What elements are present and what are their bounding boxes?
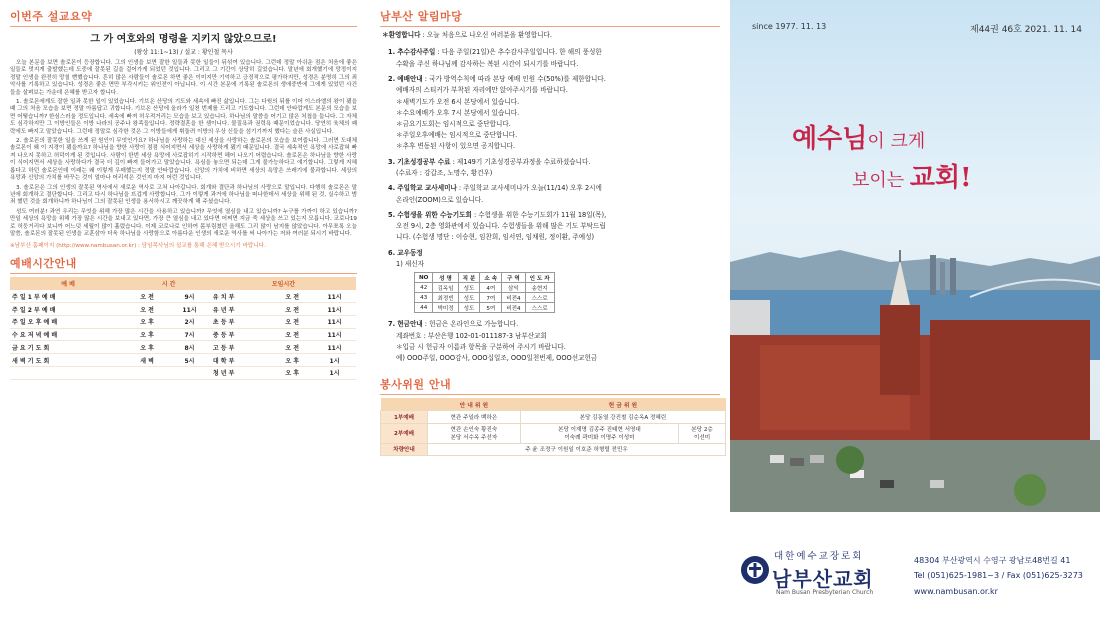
table-cell: 비전4 <box>502 293 525 303</box>
schedule-section-title: 예배시간안내 <box>10 257 77 271</box>
bell-tower <box>880 305 920 395</box>
table-cell: 오 전 <box>271 341 313 354</box>
news-item: 4. 주일학교 교사세미나 : 주일학교 교사세미나가 오늘(11/14) 오후 2시에 <box>388 184 602 193</box>
news-item-line: 수확을 주신 하나님께 감사하는 복된 시간이 되시기를 바랍니다. <box>396 59 579 68</box>
news-item-line: ＊새벽기도가 오전 6시 본당에서 있습니다. <box>396 97 520 106</box>
table-cell: 성도 <box>458 283 480 293</box>
table-row <box>381 443 726 455</box>
church-logo-icon <box>740 555 770 585</box>
news-item-line: 예) OOO주일, OOO감사, OOO십일조, OOO일천번제, OOO선교헌금 <box>396 354 598 363</box>
table-cell: 송현지 <box>525 283 554 293</box>
news-item: 3. 기초성경공부 수료 : 제149기 기초성경공부과정을 수료하셨습니다. <box>388 157 591 166</box>
table-cell: 7여 <box>480 293 502 303</box>
col-header: 헌 금 위 원 <box>520 398 725 411</box>
sermon-section-title: 이번주 설교요약 <box>10 10 93 23</box>
table-row <box>415 293 555 303</box>
table-cell: 유 치 부 <box>211 290 271 302</box>
table-cell: 11시 <box>313 315 356 328</box>
table-cell <box>168 367 211 380</box>
table-cell: 4여 <box>480 283 502 293</box>
table-cell: 스스로 <box>525 303 554 313</box>
news-item: 6. 교우동정 <box>388 248 423 257</box>
table-cell: 청 년 부 <box>211 367 271 380</box>
col-header: 구 역 <box>502 273 525 283</box>
table-cell: 5시 <box>168 354 211 367</box>
col-header <box>381 398 428 411</box>
news-item-line: ＊금요기도회는 임시적으로 중단합니다. <box>396 120 511 129</box>
table-cell: 2시 <box>168 315 211 328</box>
news-panel <box>372 0 726 631</box>
table-cell: 오 전 <box>271 328 313 341</box>
table-row <box>10 328 356 341</box>
table-row <box>381 411 726 423</box>
table-cell: 오 후 <box>271 354 313 367</box>
row-category: 1부예배 <box>381 411 428 423</box>
table-cell: 새 벽 <box>126 354 168 367</box>
news-section-title: 남부산 알림마당 <box>380 10 463 23</box>
table-cell: 삼익 <box>502 283 525 293</box>
news-item-line: ＊추후 변동된 사항이 있으면 공지합니다. <box>396 142 515 151</box>
table-cell: 본당 2층 이선미 <box>679 423 726 443</box>
news-item-line: 오전 9시, 2층 영화관에서 있습니다. 수험생들을 위해 많은 기도 부탁드립 <box>396 222 606 231</box>
news-item-line: ＊입금 시 헌금자 이름과 항목을 구분하여 주시기 바랍니다. <box>396 342 566 351</box>
table-cell: 주 일 오 후 예 배 <box>10 315 126 328</box>
slogan-line-1: 예수님이 크게 <box>792 124 926 154</box>
row-category: 2부예배 <box>381 423 428 443</box>
table-cell: 대 학 부 <box>211 354 271 367</box>
sermon-title: 그 가 여호와의 명령을 지키지 않았으므로! <box>90 34 277 45</box>
table-row <box>381 423 726 443</box>
table-cell: 금 요 기 도 회 <box>10 341 126 354</box>
table-cell: 오 후 <box>126 328 168 341</box>
church-illustration <box>730 0 1100 512</box>
table-cell: 42 <box>415 283 433 293</box>
table-cell: 스스로 <box>525 293 554 303</box>
sermon-paragraph: 2. 솔로몬의 잘못한 일을 쓰게 된 원인이 무엇인가요? 하나님을 사랑하는 대신 세상을 사랑하는 솔로몬의 모습을 보여줍니다. 그러면 도대체 솔로몬이 왜 이 지경이 됐을까요? 하나님을 향한 사랑이 점점 식어지면서 세상을 사랑하게 됐기 때문입니다. 결국 세속적인 욕망에 사로잡혀 빠져 나오지 못하고 허덕이게 된 것입니다. 사람이 한번 세상 욕망에 사로잡히기 시작하면 헤어 나오기 어렵습니다. 솔로몬은 하나님을 향한 사랑이 식어지면서 세상을 사랑하다가 결국 더 깊이 빠져 들어가고 말았습니다. 욕심을 놓으면 되는데 그게 불가능하다고 얘기합니다. 그렇게 지혜롭다고 하던 솔로몬인데 이래는 왜 이렇게 우매했는지 정말 안타깝습니다. 신앙의 가치에 비하면 세상의 욕망은 쓰레기에 불과합니다. 세상의 욕망과 신앙의 가치를 바꾸는 것이 얼마나 어리석은 것인지 마지 어런 것입니다. <box>10 138 357 182</box>
table-cell: 주 일 2 부 예 배 <box>10 303 126 316</box>
table-cell: 비전4 <box>502 303 525 313</box>
table-cell: 9시 <box>168 290 211 302</box>
table-cell: 오 전 <box>126 303 168 316</box>
church-name-english: Nam Busan Presbyterian Church <box>776 589 874 596</box>
sermon-paragraph: 성도 여러분! 과연 우리는 무엇을 위해 가장 많은 시간을 사용하고 있습니까? 무엇에 열심을 내고 있습니까? 누구를 가까이 하고 있습니까? 만일 세상의 욕망을 위해 가장 많은 시간을 보내고 있다면, 가장 큰 열심을 내고 있다면 어쩌면 지금 죽 세상을 쓰고 있는지 모릅니다. 코로나19로 허둥거리다 보니까 어느덧 세월이 많이 흘렀습니다. 이제 코로나로 인하여 몸부림쳤던 올해도 그리 많이 남지를 않았습니다. 아무쪼록 오늘 말씀, 솔로몬의 잘못된 인생을 교훈삼아 더욱 하나님을 사랑함으로 아름다운 인생의 새로운 역사를 써 나아가는 저와 여러분 되시기 바랍니다. <box>10 208 357 237</box>
table-cell: 11시 <box>313 303 356 316</box>
table-cell: 최정빈 <box>433 293 458 303</box>
col-header: 시 간 <box>126 277 211 290</box>
table-cell: 11시 <box>313 341 356 354</box>
phone-fax: Tel (051)625-1981~3 / Fax (051)625-3273 <box>914 571 1083 580</box>
table-cell: 수 요 저 녁 예 배 <box>10 328 126 341</box>
church-name: 남부산교회 <box>772 567 874 591</box>
table-cell: 7시 <box>168 328 211 341</box>
table-cell: 오 후 <box>271 367 313 380</box>
service-section-title: 봉사위원 안내 <box>380 378 452 392</box>
table-cell: 오 후 <box>126 341 168 354</box>
table-cell: 오 전 <box>126 290 168 302</box>
table-cell: 11시 <box>168 303 211 316</box>
table-row <box>10 290 356 302</box>
news-item: 2. 예배안내 : 국가 방역수칙에 따라 본당 예배 인원 수(50%)를 제한합니다. <box>388 75 606 84</box>
since-date: since 1977. 11. 13 <box>752 22 827 31</box>
table-cell: 오 전 <box>271 303 313 316</box>
news-item-line: 온라인(ZOOM)으로 있습니다. <box>396 195 484 204</box>
table-cell: 초 등 부 <box>211 315 271 328</box>
news-list <box>380 47 720 368</box>
table-cell: 44 <box>415 303 433 313</box>
denomination: 대한예수교장로회 <box>774 551 864 562</box>
table-cell: 43 <box>415 293 433 303</box>
col-header: 모임시간 <box>211 277 356 290</box>
worship-schedule-table <box>10 277 356 379</box>
divider <box>380 26 720 27</box>
row-category: 차량안내 <box>381 443 428 455</box>
table-cell: 성도 <box>458 293 480 303</box>
table-row <box>415 303 555 313</box>
table-cell: 본당 김동열 강진철 김순옥A 정혜린 <box>520 411 725 423</box>
news-item-line: ＊주일오후예배는 임시적으로 중단합니다. <box>396 131 518 140</box>
col-header: 직 분 <box>458 273 480 283</box>
news-item: 5. 수험생을 위한 수능기도회 : 수험생을 위한 수능기도회가 11월 18일(목), <box>388 210 607 219</box>
table-cell: 주 일 1 부 예 배 <box>10 290 126 302</box>
col-header: 성 명 <box>433 273 458 283</box>
news-item: 7. 현금안내 : 헌금은 온라인으로 가능합니다. <box>388 320 519 329</box>
table-cell: 오 전 <box>271 290 313 302</box>
table-cell: 박미정 <box>433 303 458 313</box>
sermon-paragraph: 1. 솔로몬에게도 잘한 일과 못한 일이 있었습니다. 기브온 산당의 기도와 세속에 빠진 삶입니다. 그는 다윗의 뒤를 이어 이스라엘의 왕이 됐을 때 그의 처음 모습을 보면 정말 아름답고 귀합니다. 기브온 산당에 올라가 일천 번제를 드리고 기도합니다. 그런데 안타깝게도 본문의 모습을 보면 어떻습니까? 한심스러울 정도입니다. 세속에 빠져 허우적거리는 모습을 보고 있습니다. 하나님의 말씀을 어기고 많은 처첩을 둡니다. 그 자체도 심각하지만 그 이방인들은 이방 나라의 공주나 왕족들입니다. 정략결혼을 한 셈이니다. 물질욕과 권력욕 때문이었습니다. 당연히 육체의 쾌락에도 빠지고 말았습니다. 그런데 정말로 심각한 것은 그 이방들에게 휘둘려 이방의 우상 신들을 섬기기까지 했다는 슬픈 사실입니다. <box>10 99 357 135</box>
news-item-line: 1) 새신자 <box>396 260 424 269</box>
cover-image <box>730 0 1100 512</box>
news-item-line: (수료자 : 강갑조, 노명수, 황건우) <box>396 169 493 178</box>
news-item-line: 예배자의 스티커가 부착된 자리에만 앉아주시기를 바랍니다. <box>396 86 568 95</box>
divider <box>10 273 357 274</box>
table-cell: 김옥임 <box>433 283 458 293</box>
service-table <box>380 398 726 456</box>
table-cell: 본당 이재명 김종주 진태현 서영대 이숙례 곽미화 이명주 이성미 <box>520 423 678 443</box>
table-row <box>10 354 356 367</box>
sermon-panel <box>0 0 365 631</box>
issue-number: 제44권 46호 2021. 11. 14 <box>970 25 1082 35</box>
table-cell: 11시 <box>313 290 356 302</box>
news-item: 1. 추수감사주일 : 다음 주일(21일)은 추수감사주일입니다. 한 해의 풍성한 <box>388 48 602 57</box>
col-header: 예 배 <box>10 277 126 290</box>
table-row <box>10 367 356 380</box>
table-cell: 오 후 <box>126 315 168 328</box>
news-item-line: ＊수요예배가 오후 7시 본당에서 있습니다. <box>396 108 520 117</box>
table-cell: 현관 손인숙 황진숙 본당 서수옥 주선자 <box>427 423 520 443</box>
divider <box>10 26 357 27</box>
table-cell: 유 년 부 <box>211 303 271 316</box>
table-cell: 1시 <box>313 367 356 380</box>
table-cell: 1시 <box>313 354 356 367</box>
col-header: 소 속 <box>480 273 502 283</box>
website-link[interactable]: www.nambusan.or.kr <box>914 587 998 596</box>
divider <box>380 394 720 395</box>
table-row <box>10 341 356 354</box>
table-cell: 현관 주일라 백하은 <box>427 411 520 423</box>
sermon-reference: (왕상 11:1~13) / 설교 : 황인철 목사 <box>134 49 233 56</box>
table-cell <box>10 367 126 380</box>
table-row <box>10 303 356 316</box>
table-cell: 새 벽 기 도 회 <box>10 354 126 367</box>
table-cell: 중 등 부 <box>211 328 271 341</box>
table-cell: 11시 <box>313 328 356 341</box>
cover-panel <box>730 0 1100 631</box>
table-cell: 주 윤 조정구 이원일 이호준 허형렬 전민우 <box>427 443 725 455</box>
welcome-line: ＊환영합니다 : 오늘 처음으로 나오신 여러분을 환영합니다. <box>382 31 552 39</box>
col-header: 인 도 자 <box>525 273 554 283</box>
sermon-paragraph: 3. 솔로몬은 그의 인생의 잘못된 역사에서 새로운 역사로 고쳐 나아갑니다. 회개와 결단과 하나님의 사랑으로 말입니다. 다행히 솔로몬은 말년에 회개하고 결단합니다. 그리고 다시 하나님을 뜨겁게 사랑합니다. 그가 이렇게 과거에 하나님을 떠나한데서 세상을 위해 된 것, 실수하고 범죄 했던 것을 회개하니까 하나님이 그의 잘못된 인생을 용서하시고 깨끗하게 해 주셨습니다. <box>10 184 357 206</box>
news-item-line: 계좌번호 : 부산은행 102-01-011187-3 남부산교회 <box>396 331 547 340</box>
address: 48304 부산광역시 수영구 광남로48번길 41 <box>914 556 1071 565</box>
col-header: NO <box>415 273 433 283</box>
table-cell: 고 등 부 <box>211 341 271 354</box>
table-row <box>10 315 356 328</box>
table-row <box>415 283 555 293</box>
homepage-note[interactable]: ※남부산 홈페이지 (http://www.nambusan.or.kr) : 담임목사님의 설교를 통해 은혜 받으시기 바랍니다. <box>10 243 266 250</box>
table-cell <box>126 367 168 380</box>
slogan-line-2: 보이는 교회! <box>852 163 972 193</box>
newcomer-table <box>414 272 555 313</box>
table-cell: 성도 <box>458 303 480 313</box>
table-cell: 8시 <box>168 341 211 354</box>
table-cell: 5여 <box>480 303 502 313</box>
news-item-line: 니다. (수험생 명단 : 이승현, 임찬희, 임서연, 임채원, 정이환, 주예성) <box>396 233 595 242</box>
sermon-paragraph: 오늘 본문을 보면 솔로몬이 등장합니다. 그의 인생을 보면 잘한 일들과 못한 일들이 뒤섞여 있습니다. 그런데 정말 아쉬운 점은 처음에 좋은 일들로 멋지게 출발했는데 도중에 잘못된 길을 걸어가게 되었던 것입니다. 그리고 그 기간이 상당히 길었습니다. 말년에 회개했기에 망정이지 정말 인생을 완전히 망칠 뻔했습니다. 흔히 많은 사람들이 솔로몬 하면 좋은 이미지만 기억하고 긍정적으로 평가하지만, 성경은 분명히 그의 죄악사를 기록하고 있습니다. 성경은 좋은 면만 부각시키는 위인전이 아닙니다. 이 시간 본문에 기록된 솔로몬의 생애중반에 그에게 있었던 사건들을 살펴보는 가운데 은혜를 받고자 합니다. <box>10 60 357 96</box>
col-header: 안 내 위 원 <box>427 398 520 411</box>
table-cell: 오 전 <box>271 315 313 328</box>
